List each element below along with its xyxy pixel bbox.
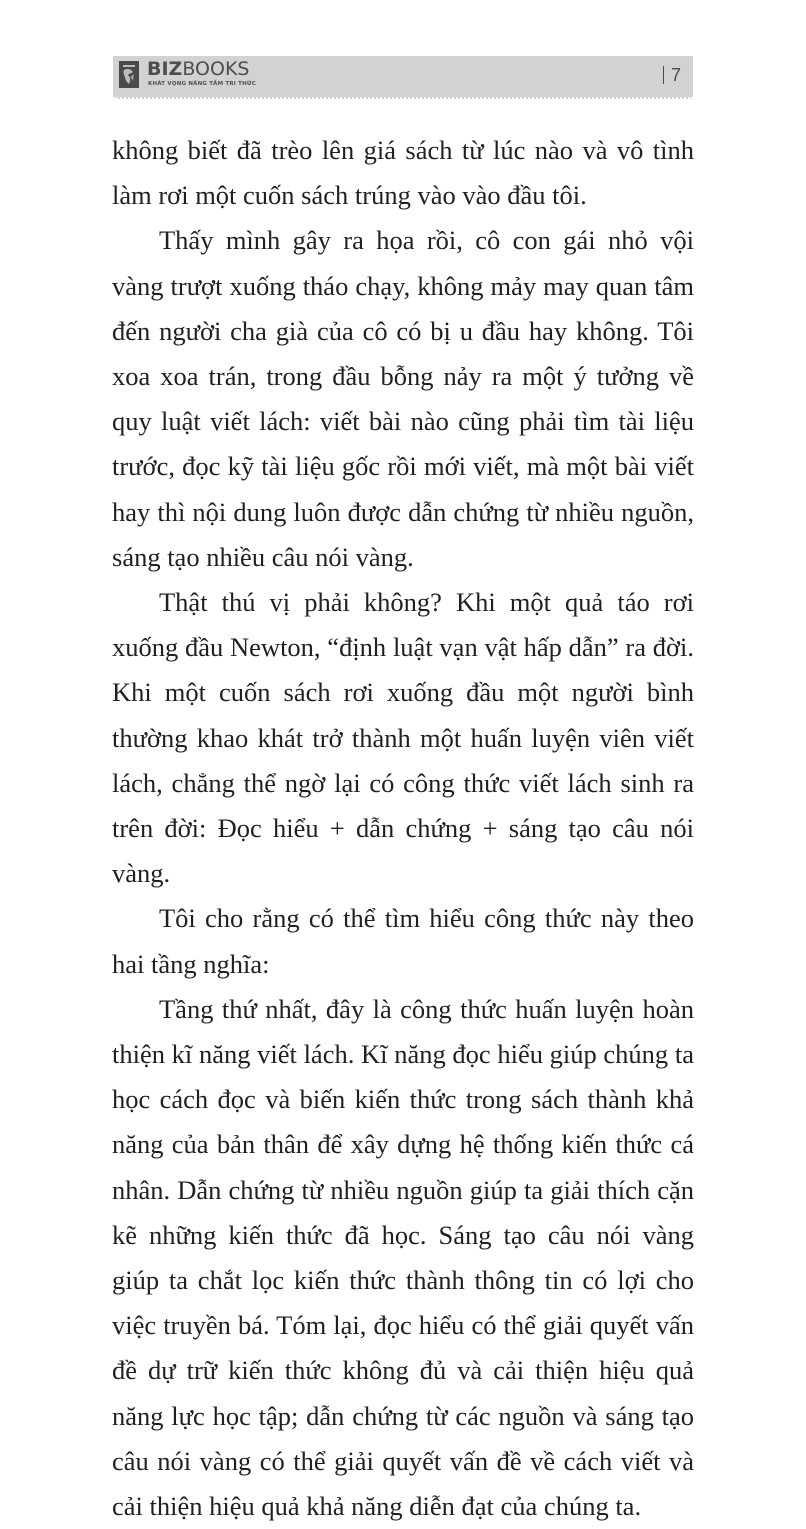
paragraph: Tôi cho rằng có thể tìm hiểu công thức này theo hai tầng nghĩa: xyxy=(112,903,694,979)
brand-name xyxy=(147,58,249,80)
running-header xyxy=(113,56,693,99)
bizbooks-logo-icon xyxy=(119,61,139,88)
page-number-separator xyxy=(663,66,664,84)
paragraph: Thấy mình gây ra họa rồi, cô con gái nhỏ vội vàng trượt xuống tháo chạy, không mảy may quan tâm đến người cha già của cô có bị u đầu hay không. Tôi xoa xoa trán, trong đầu bỗng nảy ra một ý tưởng về quy luật viết lách: viết bài nào cũng phải tìm tài liệu trước, đọc kỹ tài liệu gốc rồi mới viết, mà một bài viết hay thì nội dung luôn được dẫn chứng từ nhiều nguồn, sáng tạo nhiều câu nói vàng. xyxy=(112,225,694,572)
paragraph: Tầng thứ nhất, đây là công thức huấn luyện hoàn thiện kĩ năng viết lách. Kĩ năng đọc hiểu giúp chúng ta học cách đọc và biến kiến thức trong sách thành khả năng của bản thân để xây dựng hệ thống kiến thức cá nhân. Dẫn chứng từ nhiều nguồn giúp ta giải thích cặn kẽ những kiến thức đã học. Sáng tạo câu nói vàng giúp ta chắt lọc kiến thức thành thông tin có lợi cho việc truyền bá. Tóm lại, đọc hiểu có thể giải quyết vấn đề dự trữ kiến thức không đủ và cải thiện hiệu quả năng lực học tập; dẫn chứng từ các nguồn và sáng tạo câu nói vàng có thể giải quyết vấn đề về cách viết và cải thiện hiệu quả khả năng diễn đạt của chúng ta. xyxy=(112,993,694,1522)
brand-name-bold: BIZ xyxy=(147,58,183,80)
page-number-value: 7 xyxy=(670,65,681,85)
brand-name-light: BOOKS xyxy=(182,58,250,80)
brand-tagline: KHÁT VỌNG NÂNG TẦM TRI THỨC xyxy=(148,81,256,87)
page-number xyxy=(663,65,681,86)
paragraph: Thật thú vị phải không? Khi một quả táo rơi xuống đầu Newton, “định luật vạn vật hấp dẫn” ra đời. Khi một cuốn sách rơi xuống đầu một người bình thường khao khát trở thành một huấn luyện viên viết lách, chẳng thể ngờ lại có công thức viết lách sinh ra trên đời: Đọc hiểu + dẫn chứng + sáng tạo câu nói vàng. xyxy=(112,587,694,889)
body-text xyxy=(112,128,694,1529)
paragraph: không biết đã trèo lên giá sách từ lúc nào và vô tình làm rơi một cuốn sách trúng vào vào đầu tôi. xyxy=(112,135,694,211)
